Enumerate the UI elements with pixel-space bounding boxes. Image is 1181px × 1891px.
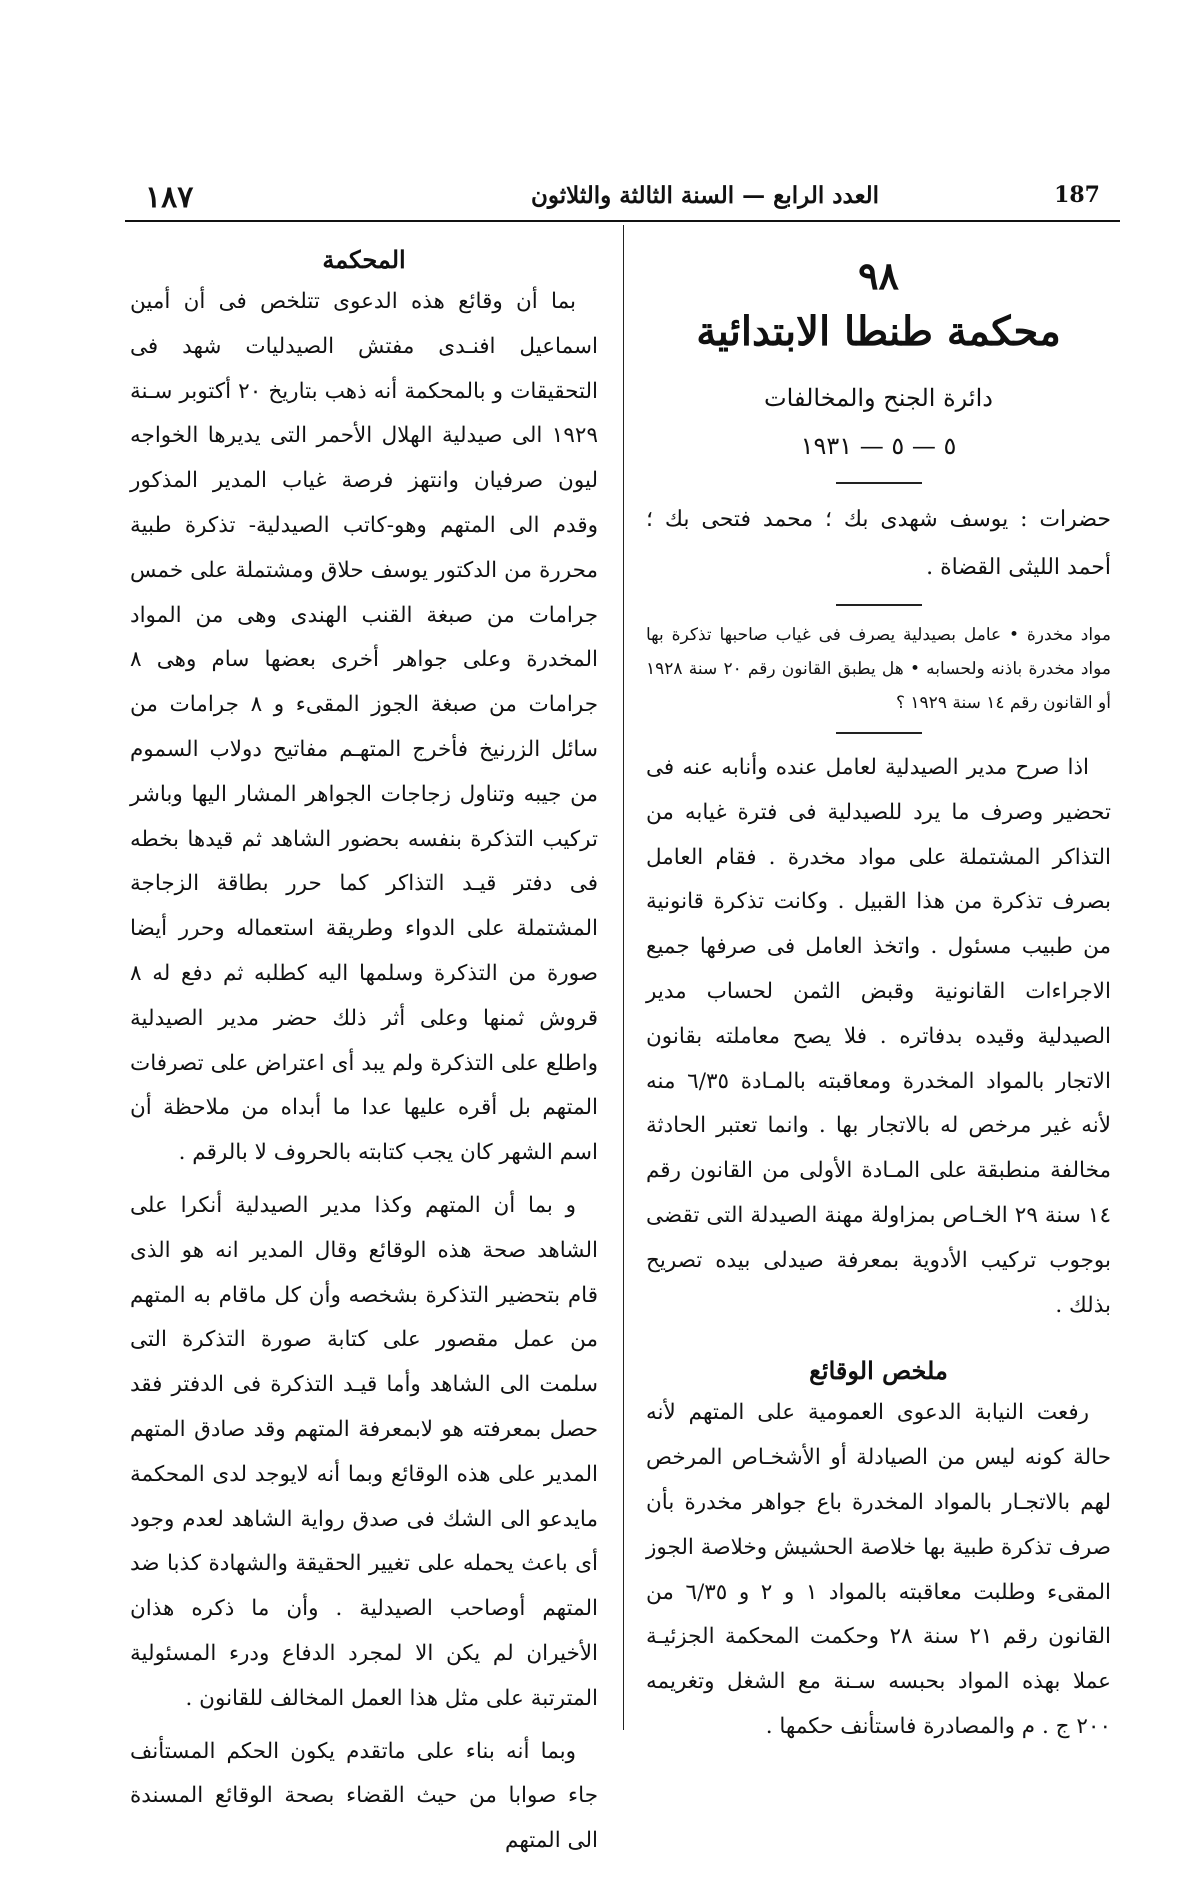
right-column: [646, 250, 1111, 1750]
left-column: [130, 245, 598, 1864]
running-title: العدد الرابع — السنة الثالثة والثلاثون: [530, 182, 880, 209]
judges-list: حضرات : يوسف شهدى بك ؛ محمد فتحى بك ؛ أحمد الليثى القضاة .: [646, 507, 1111, 580]
page-number-arabic: ١٨٧: [145, 180, 194, 215]
court-reasoning-heading: المحكمة: [322, 245, 406, 274]
separator-rule: [836, 482, 922, 484]
page-number-latin: 187: [1054, 182, 1100, 208]
separator-rule: [836, 732, 922, 734]
facts-heading: ملخص الوقائع: [809, 1356, 948, 1386]
legal-principle: اذا صرح مدير الصيدلية لعامل عنده وأنابه عنه فى تحضير وصرف ما يرد للصيدلية فى فترة غيابه من التذاكر المشتملة على مواد مخدرة . فقام العامل بصرف تذكرة من هذا القبيل . وكانت تذكرة قانونية من طبيب مسئول . واتخذ العامل فى صرفها جميع الاجراءات القانونية وقبض الثمن لحساب مدير الصيدلية وقيده بدفاتره . فلا يصح معاملته بقانون الاتجار بالمواد المخدرة ومعاقبته بالمـادة ٦/٣٥ منه لأنه غير مرخص له بالاتجار بها . وانما تعتبر الحادثة مخالفة منطبقة على المـادة الأولى من القانون رقم ١٤ سنة ٢٩ الخـاص بمزاولة مهنة الصيدلة التى تقضى بوجوب تركيب الأدوية بمعرفة صيدلى بيده تصريح بذلك .: [646, 755, 1112, 1318]
reasoning-paragraph-1: بما أن وقائع هذه الدعوى تتلخص فى أن أمين اسماعيل افنـدى مفتش الصيدليات شهد فى التحقيقات و بالمحكمة أنه ذهب بتاريخ ٢٠ أكتوبر سـنة ١٩٢٩ الى صيدلية الهلال الأحمر التى يديرها الخواجه ليون صرفيان وانتهز فرصة غياب المدير المذكور وقدم الى المتهم وهو-كاتب الصيدلية- تذكرة طبية محررة من الدكتور يوسف حلاق ومشتملة على خمس جرامات من صبغة القنب الهندى وهى من المواد المخدرة وعلى جواهر أخرى بعضها سام وهى ٨ جرامات من صبغة الجوز المقىء و ٨ جرامات من سائل الزرنيخ فأخرج المتهـم مفاتيح دولاب السموم من جيبه وتناول زجاجات الجواهر المشار اليها وباشر تركيب التذكرة بنفسه بحضور الشاهد ثم قيدها بخطه فى دفتر قيـد التذاكر كما حرر بطاقة الزجاجة المشتملة على الدواء وطريقة استعماله وحرر أيضا صورة من التذكرة وسلمها اليه كطلبه ثم دفع له ٨ قروش ثمنها وعلى أثر ذلك حضر مدير الصيدلية واطلع على التذكرة ولم يبد أى اعتراض على تصرفات المتهم بل أقره عليها عدا ما أبداه من ملاحظة أن اسم الشهر كان يجب كتابته بالحروف لا بالرقم .: [130, 289, 598, 1166]
department: دائرة الجنح والمخالفات: [764, 384, 993, 412]
judgment-date: ٥ — ٥ — ١٩٣١: [800, 432, 957, 460]
case-summary: مواد مخدرة • عامل بصيدلية يصرف فى غياب صاحبها تذكرة بها مواد مخدرة باذنه ولحسابه • هل يطبق القانون رقم ٢٠ سنة ١٩٢٨ أو القانون رقم ١٤ سنة ١٩٢٩ ؟: [646, 625, 1112, 713]
facts-paragraph: رفعت النيابة الدعوى العمومية على المتهم لأنه حالة كونه ليس من الصيادلة أو الأشخـاص المرخص لهم بالاتجـار بالمواد المخدرة باع جواهر مخدرة بأن صرف تذكرة طبية بها خلاصة الحشيش وخلاصة الجوز المقىء وطلبت معاقبته بالمواد ١ و ٢ و ٦/٣٥ من القانون رقم ٢١ سنة ٢٨ وحكمت المحكمة الجزئيـة عملا بهذه المواد بحبسه سـنة مع الشغل وتغريمه ٢٠٠ ج . م والمصادرة فاستأنف حكمها .: [646, 1400, 1112, 1739]
page-header: [125, 174, 1120, 222]
reasoning-paragraph-2: و بما أن المتهم وكذا مدير الصيدلية أنكرا على الشاهد صحة هذه الوقائع وقال المدير انه هو الذى قام بتحضير التذكرة بشخصه وأن كل ماقام به المتهم من عمل مقصور على كتابة صورة التذكرة التى سلمت الى الشاهد وأما قيـد التذكرة فى الدفتر فقد حصل بمعرفته هو لابمعرفة المتهم وقد صادق المتهم المدير على هذه الوقائع وبما أنه لايوجد لدى المحكمة مايدعو الى الشك فى صدق رواية الشاهد لعدم وجود أى باعث يحمله على تغيير الحقيقة والشهادة كذبا ضد المتهم أوصاحب الصيدلية . وأن ما ذكره هذان الأخيران لم يكن الا لمجرد الدفاع ودرء المسئولية المترتبة على مثل هذا العمل المخالف للقانون .: [130, 1192, 598, 1711]
case-number: ٩٨: [858, 253, 899, 298]
court-name: محكمة طنطا الابتدائية: [696, 308, 1061, 355]
reasoning-paragraph-3: وبما أنه بناء على ماتقدم يكون الحكم المستأنف جاء صوابا من حيث القضاء بصحة الوقائع المسندة الى المتهم: [130, 1738, 598, 1854]
separator-rule: [836, 604, 922, 606]
column-divider: [623, 225, 624, 1730]
